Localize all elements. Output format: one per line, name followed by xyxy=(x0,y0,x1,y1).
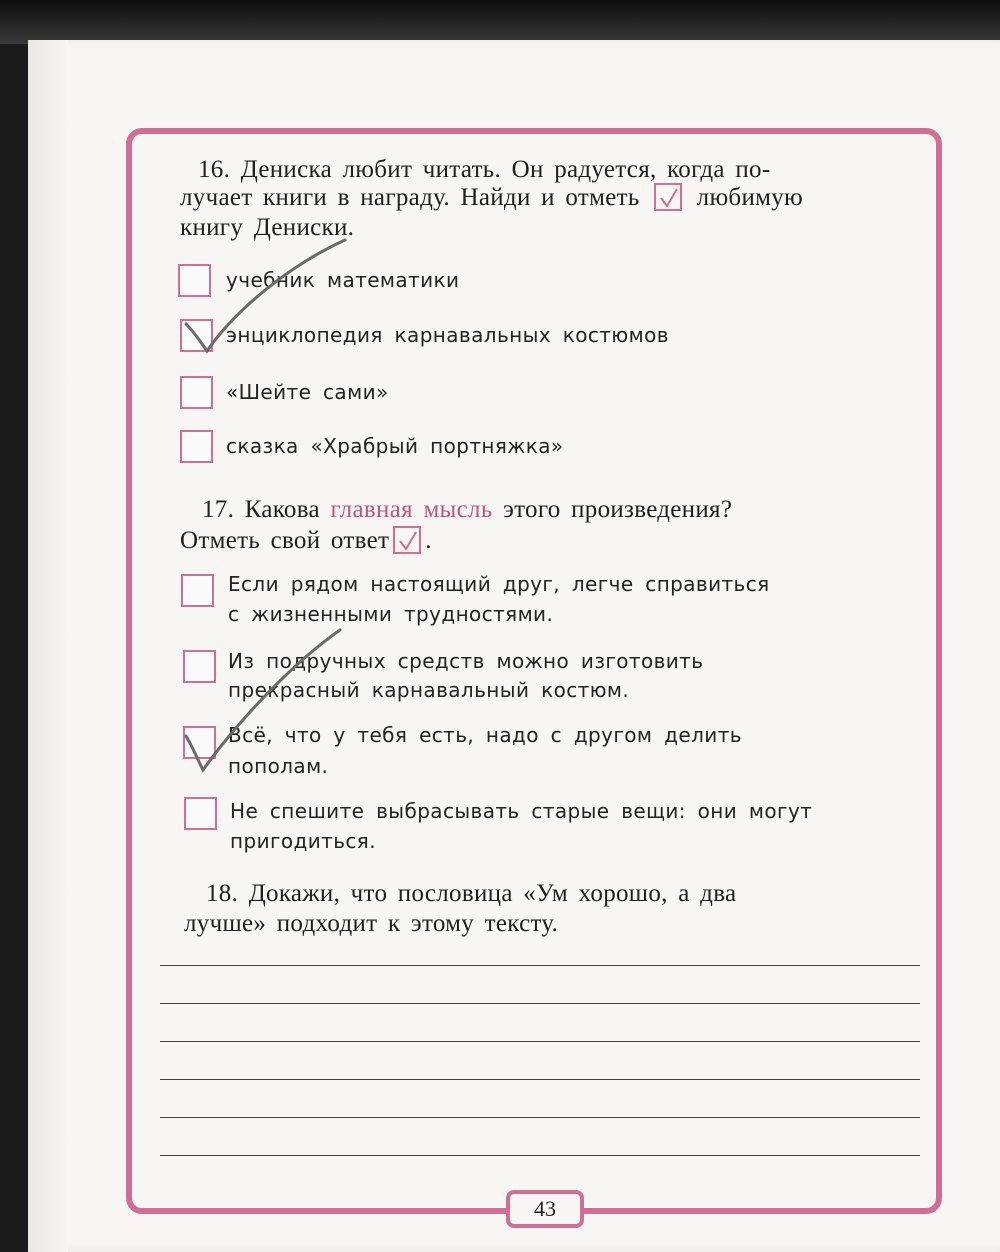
checkbox-q17-option-3[interactable] xyxy=(183,726,216,759)
q18-line-1: 18. Докажи, что пословица «Ум хорошо, а два xyxy=(206,880,737,907)
main-idea-highlight: главная мысль xyxy=(330,496,493,523)
page-number: 43 xyxy=(506,1190,584,1228)
q16-line-1: 16. Дениска любит читать. Он радуется, когда по- xyxy=(198,156,771,183)
q17-line-1: 17. Какова главная мысль этого произведения? xyxy=(202,496,733,523)
scan-background xyxy=(0,0,1000,44)
answer-line-4[interactable] xyxy=(160,1079,920,1080)
q16-option-3-label: «Шейте сами» xyxy=(226,380,389,404)
answer-line-3[interactable] xyxy=(160,1041,920,1042)
answer-line-5[interactable] xyxy=(160,1117,920,1118)
q17-option-4-line-2: пригодиться. xyxy=(230,829,376,853)
answer-line-6[interactable] xyxy=(160,1155,920,1156)
q17-option-3-line-1: Всё, что у тебя есть, надо с другом делить xyxy=(228,723,742,747)
q16-line-2: лучает книги в награду. Найди и отметь любимую xyxy=(180,184,804,211)
q17-option-1-line-2: с жизненными трудностями. xyxy=(228,602,554,626)
q16-option-2-label: энциклопедия карнавальных костюмов xyxy=(226,323,669,347)
checkbox-q16-option-2[interactable] xyxy=(180,319,213,352)
q18-line-2: лучше» подходит к этому тексту. xyxy=(184,910,559,937)
q17-option-2-line-2: прекрасный карнавальный костюм. xyxy=(228,678,630,702)
q17-option-4-line-1: Не спешите выбрасывать старые вещи: они могут xyxy=(230,799,813,823)
q17-line-2: Отметь свой ответ . xyxy=(180,527,432,554)
answer-line-2[interactable] xyxy=(160,1003,920,1004)
q17-option-2-line-1: Из подручных средств можно изготовить xyxy=(228,649,704,673)
checkbox-q17-option-1[interactable] xyxy=(181,574,214,607)
checkbox-q16-option-4[interactable] xyxy=(180,430,213,463)
q17-option-3-line-2: пополам. xyxy=(228,754,329,778)
checkbox-q17-option-2[interactable] xyxy=(183,650,216,683)
check-symbol-icon xyxy=(654,183,682,211)
checkbox-q16-option-3[interactable] xyxy=(180,376,213,409)
checkbox-q16-option-1[interactable] xyxy=(178,264,211,297)
checkbox-q17-option-4[interactable] xyxy=(184,797,217,830)
q16-option-4-label: сказка «Храбрый портняжка» xyxy=(226,434,564,458)
q16-option-1-label: учебник математики xyxy=(226,268,460,292)
check-symbol-icon xyxy=(393,526,421,554)
answer-line-1[interactable] xyxy=(160,965,920,966)
q17-option-1-line-1: Если рядом настоящий друг, легче справиться xyxy=(228,572,770,596)
q16-line-3: книгу Дениски. xyxy=(180,214,355,241)
